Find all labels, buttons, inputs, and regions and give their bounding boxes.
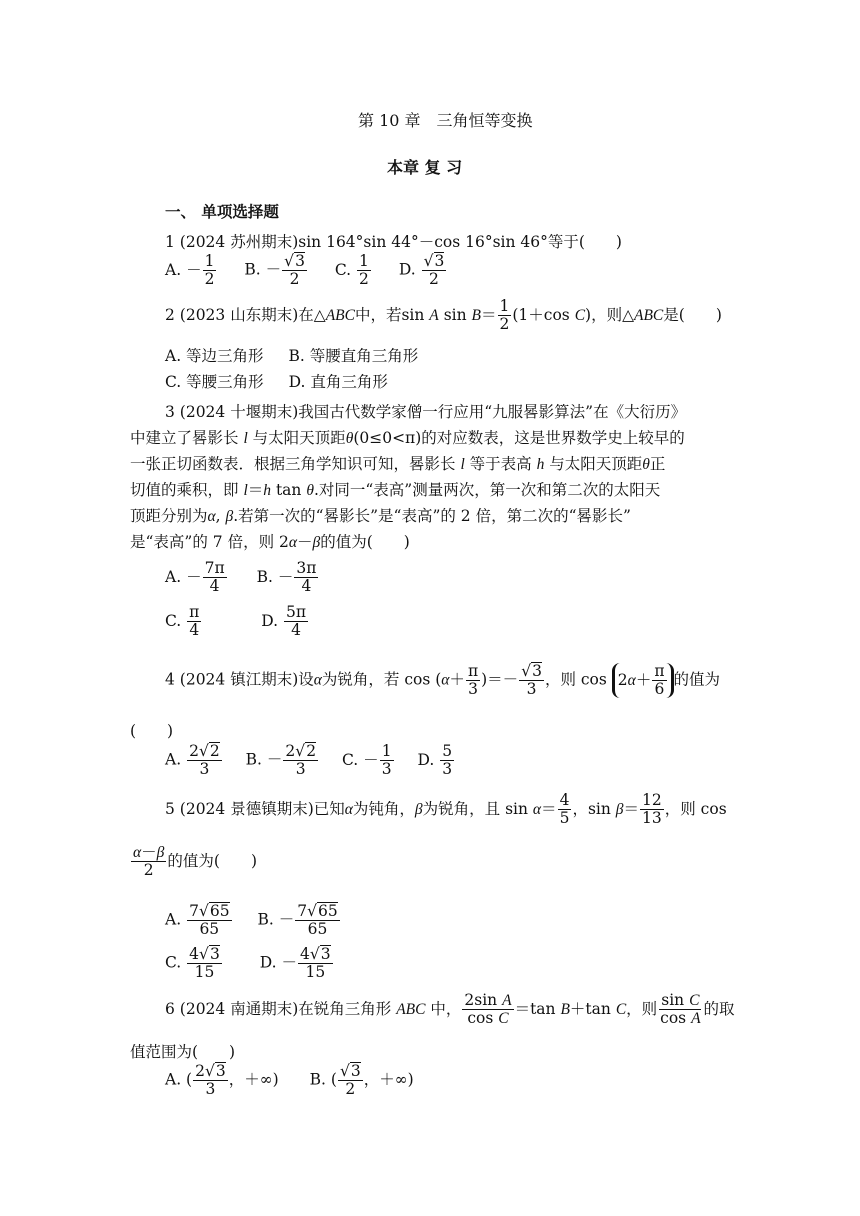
section-heading: 一、 单项选择题 [165, 203, 279, 221]
option-a[interactable]: A. $\frac{2√2}{3}$ [165, 742, 220, 779]
question-3-options-row2 [165, 604, 309, 640]
question-3-line-5: 顶距分别为α, β.若第一次的“晷影长”是“表高”的 2 倍，第二次的“晷影长” [130, 507, 631, 525]
question-3-line-6: 是“表高”的 7 倍，则 2α－β的值为( ) [130, 533, 410, 551]
option-d[interactable]: D. $\frac{√3}{2}$ [398, 252, 445, 289]
question-5-options-row1 [165, 902, 341, 939]
question-3-line-4: 切值的乘积，即 l＝h tan θ.对同一“表高”测量两次，第一次和第二次的太阳天 [130, 481, 661, 499]
question-1-options [165, 252, 447, 289]
option-b[interactable]: B. － $\frac{2√2}{3}$ [245, 742, 317, 779]
option-d[interactable]: D. 直角三角形 [288, 373, 388, 391]
question-3-options-row1 [165, 560, 319, 596]
question-3-line-2: 中建立了晷影长 l 与太阳天顶距θ(0≤0<π)的对应数表，这是世界数学史上较早的 [130, 429, 685, 447]
option-a[interactable]: A. 等边三角形 [165, 347, 264, 365]
question-6-stem: 6 (2024 南通期末)在锐角三角形 ABC 中， $\frac{\text{2sin A}}{\text{cos C}}$ ＝tan B＋tan C，则 $\frac{\text{sin C}}{\text{cos A}}$ 的取 [165, 991, 735, 1028]
option-a[interactable]: A. － $\frac{7\pi}{4}$ [165, 559, 225, 596]
option-d[interactable]: D. － $\frac{4√3}{15}$ [259, 945, 331, 982]
option-d[interactable]: D. $\frac{5}{3}$ [417, 741, 453, 778]
question-4-answer-paren: ( ) [130, 722, 174, 740]
question-3-line-1: 3 (2024 十堰期末)我国古代数学家僧一行应用“九服晷影算法”在《大衍历》 [165, 403, 687, 421]
page-title: 本章 复 习 [387, 158, 463, 177]
question-2-stem: 2 (2023 山东期末)在△ABC中，若sin A sin B＝ $\frac{1}{2}$ (1＋cos C)，则△ABC是( ) [165, 297, 722, 334]
option-c[interactable]: C. $\frac{4√3}{15}$ [165, 945, 220, 982]
option-c[interactable]: C. － $\frac{1}{3}$ [342, 741, 392, 778]
question-2-options-row1 [165, 344, 418, 366]
question-4-stem: 4 (2024 镇江期末)设α为锐角，若 cos (α＋ $\frac{\pi}{3}$ )＝－ $\frac{√3}{3}$ ，则 cos 2α＋ $\frac{\pi}{6}$ 的值为 [165, 661, 721, 699]
question-2-options-row2 [165, 370, 388, 392]
question-6-options [165, 1062, 414, 1099]
paren-bracket: 2α＋ $\frac{\pi}{6}$ [612, 663, 674, 699]
option-b[interactable]: B. 等腰直角三角形 [288, 347, 419, 365]
option-b[interactable]: B. － $\frac{3\pi}{4}$ [256, 559, 317, 596]
option-b[interactable]: B. － $\frac{√3}{2}$ [244, 252, 305, 289]
question-5-stem-cont: $\frac{\alpha-\beta}{2}$ 的值为( ) [133, 843, 257, 880]
option-a[interactable]: A. $\frac{7√65}{65}$ [165, 902, 230, 939]
chapter-title: 第 10 章 三角恒等变换 [358, 111, 533, 130]
option-d[interactable]: D. $\frac{5\pi}{4}$ [261, 603, 307, 640]
option-a[interactable]: A. － $\frac{1}{2}$ [165, 251, 215, 288]
question-4-options [165, 742, 455, 779]
option-c[interactable]: C. $\frac{\pi}{4}$ [165, 603, 200, 640]
option-b[interactable]: B. － $\frac{7√65}{65}$ [257, 902, 338, 939]
option-b[interactable]: B. ( $\frac{√3}{2}$ ，＋∞) [309, 1062, 414, 1099]
option-a[interactable]: A. ( $\frac{2√3}{3}$ ，＋∞) [165, 1062, 279, 1099]
question-6-stem-cont: 值范围为( ) [130, 1043, 236, 1061]
option-c[interactable]: C. $\frac{1}{2}$ [334, 251, 369, 288]
question-1-stem: 1 (2024 苏州期末)sin 164°sin 44°－cos 16°sin 46°等于( ) [165, 233, 622, 251]
question-5-options-row2 [165, 945, 334, 982]
question-3-line-3: 一张正切函数表．根据三角学知识可知，晷影长 l 等于表高 h 与太阳天顶距θ正 [130, 455, 666, 473]
option-c[interactable]: C. 等腰三角形 [165, 373, 264, 391]
question-5-stem: 5 (2024 景德镇期末)已知α为钝角，β为锐角，且 sin α＝ $\frac{4}{5}$ ，sin β＝ $\frac{12}{13}$ ，则 cos [165, 791, 727, 828]
